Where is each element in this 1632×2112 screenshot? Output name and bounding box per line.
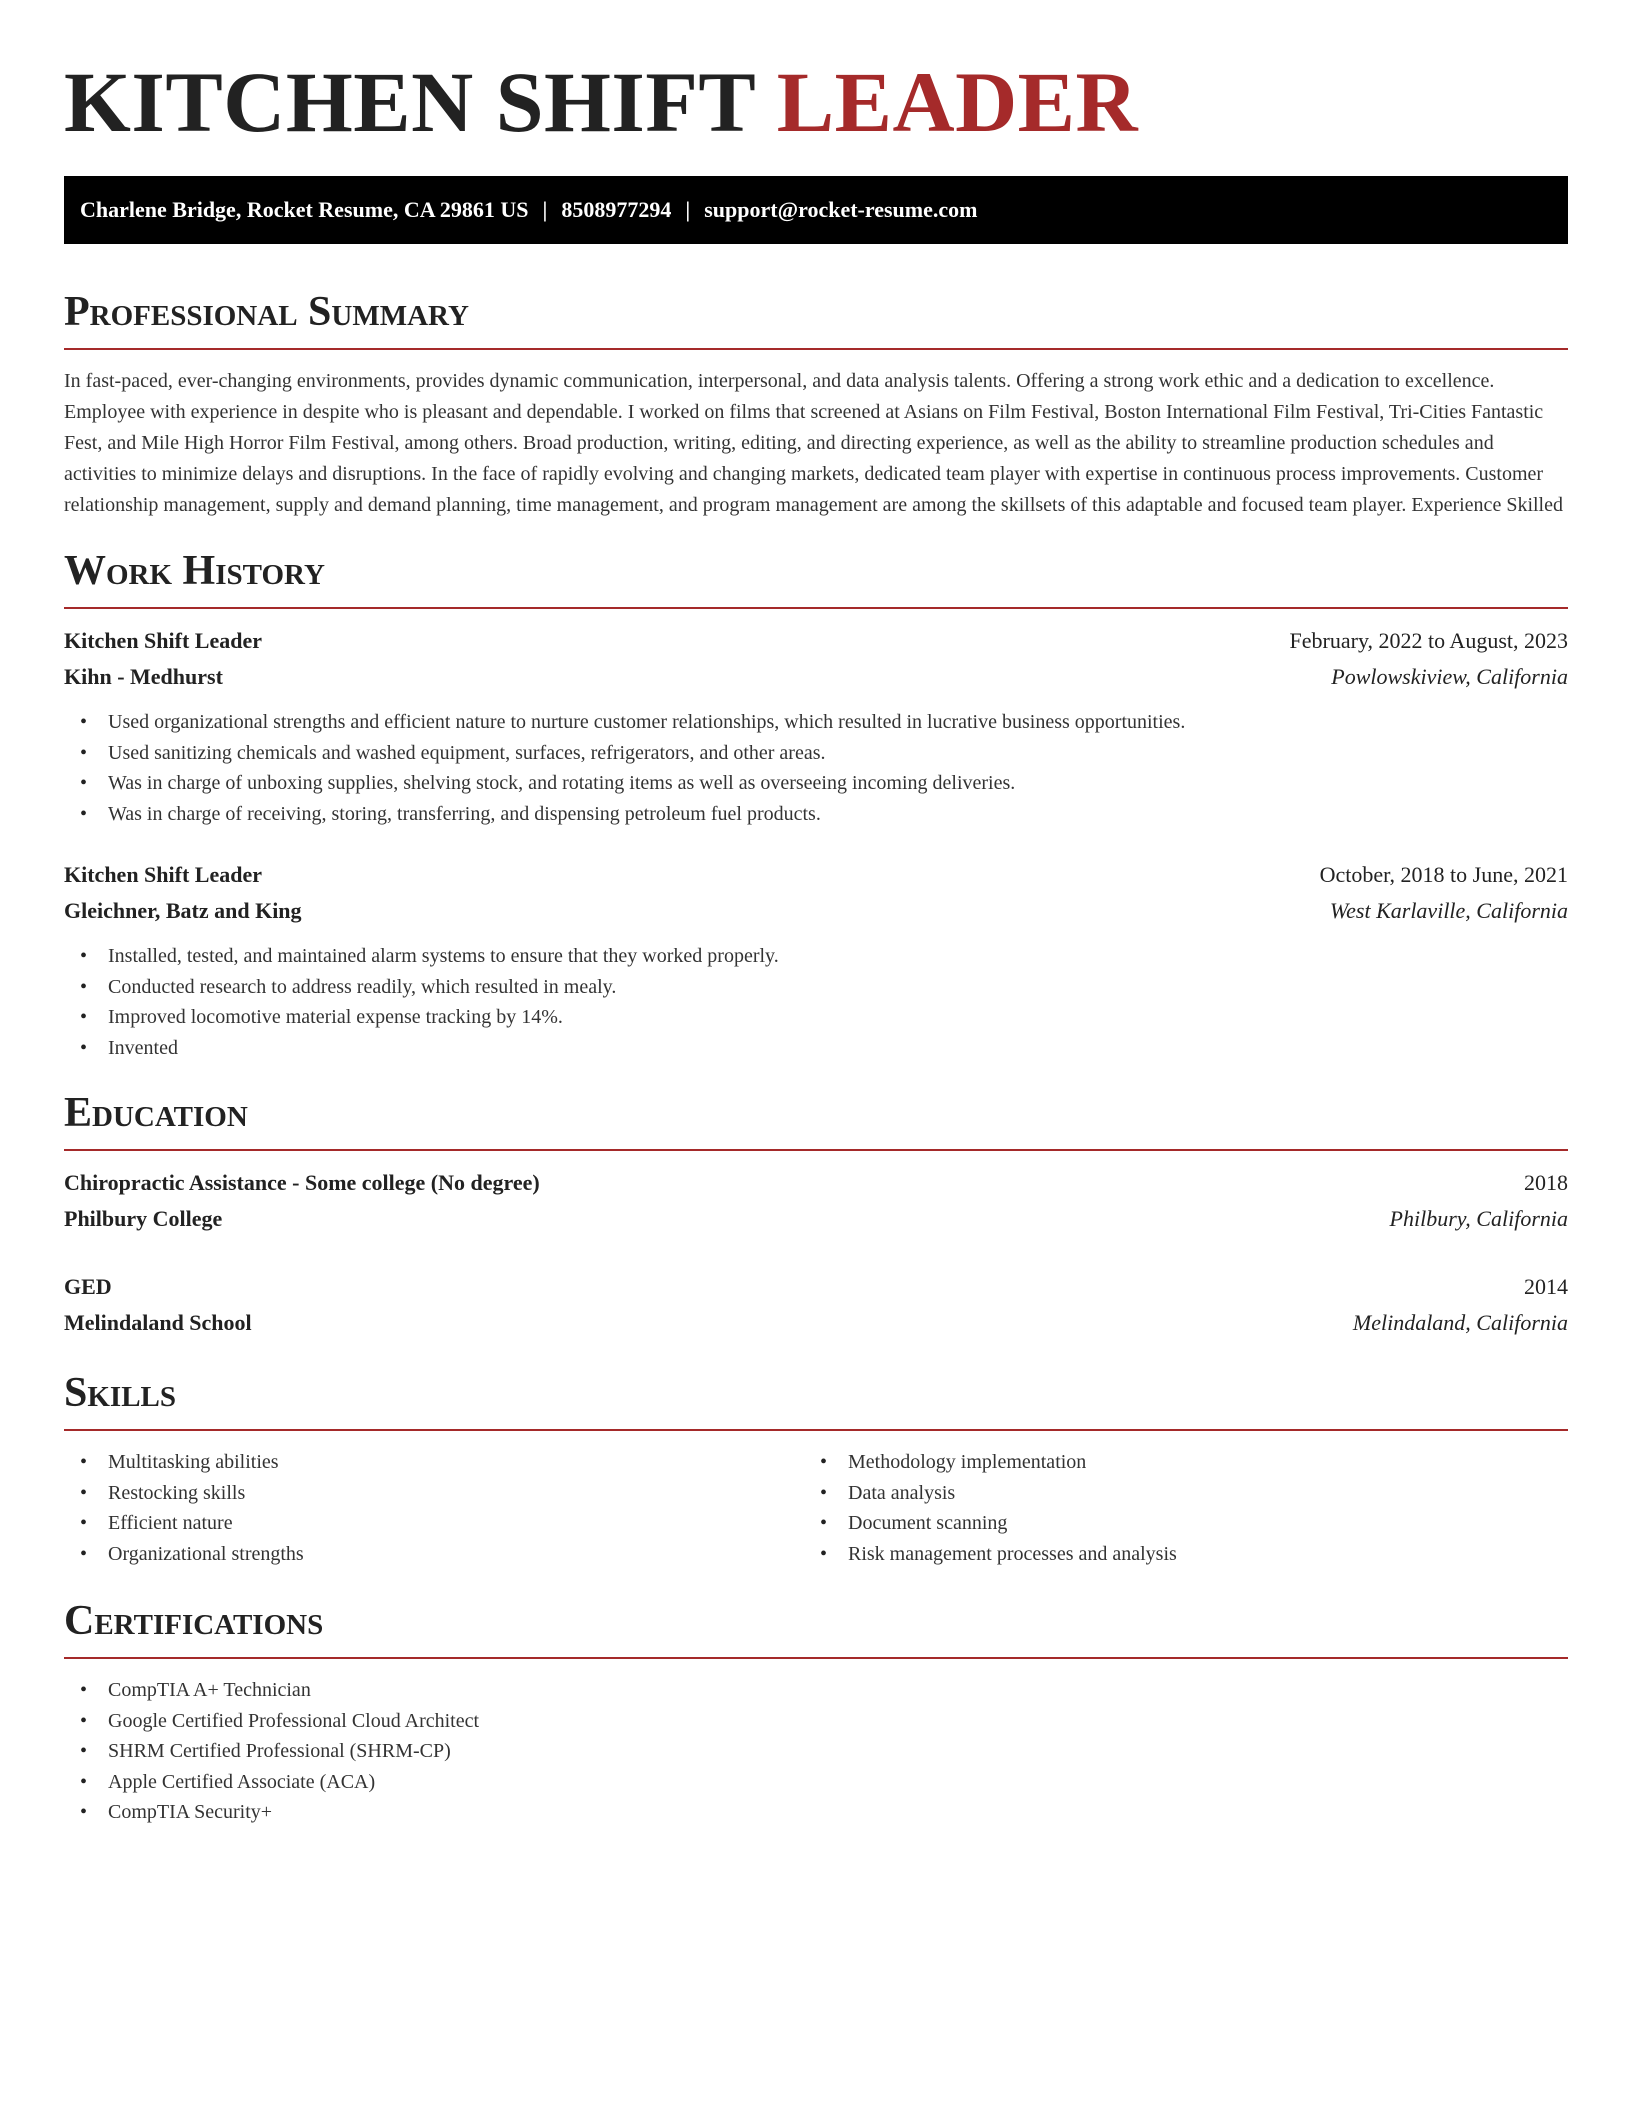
skills-divider [64,1429,1568,1431]
skills-section [64,1369,1568,1569]
list-item: • Installed, tested, and maintained alarm systems to ensure that they worked properly. [64,941,1568,972]
list-item: • Document scanning [804,1508,1544,1539]
education-school: Melindaland School [64,1310,252,1335]
job-entry [64,857,1568,1063]
job-title: Kitchen Shift Leader [64,862,262,887]
education-school-row [64,1201,1568,1237]
list-item: • Data analysis [804,1478,1544,1509]
list-item: • Was in charge of receiving, storing, transferring, and dispensing petroleum fuel products. [64,799,1568,830]
work-history-divider [64,607,1568,609]
contact-bar [64,176,1568,244]
list-item: • Improved locomotive material expense tracking by 14%. [64,1002,1568,1033]
education-degree-row [64,1269,1568,1305]
education-year: 2018 [1524,1170,1568,1195]
list-item: • Restocking skills [64,1478,804,1509]
summary-text: In fast-paced, ever-changing environments, provides dynamic communication, interpersonal, and data analysis talents. Offering a strong work ethic and a dedication to excellence. Employee with experience in despite who is pleasant and dependable. I worked on films that screened at Asians on Film Festival, Boston International Film Festival, Tri-Cities Fantastic Fest, and Mile High Horror Film Festival, among others. Broad production, writing, editing, and directing experience, as well as the ability to streamline production schedules and activities to minimize delays and disruptions. In the face of rapidly evolving and changing markets, dedicated team player with expertise in continuous process improvements. Customer relationship management, supply and demand planning, time management, and program management are among the skillsets of this adaptable and focused team player. Experience Skilled [64,370,1563,516]
job-bullet-list [64,941,1568,1063]
contact-address: Charlene Bridge, Rocket Resume, CA 29861 US [80,197,529,222]
education-school-row [64,1305,1568,1341]
list-item: • Invented [64,1033,1568,1064]
job-company: Kihn - Medhurst [64,664,223,689]
education-year: 2014 [1524,1274,1568,1299]
list-item: • Risk management processes and analysis [804,1539,1544,1570]
education-degree-row [64,1165,1568,1201]
contact-email: support@rocket-resume.com [704,197,978,222]
contact-separator: | [542,197,548,222]
contact-separator: | [685,197,691,222]
education-school: Philbury College [64,1206,223,1231]
education-entry [64,1165,1568,1237]
list-item: • CompTIA A+ Technician [64,1675,1568,1706]
job-header-row [64,623,1568,659]
work-history-heading: Work History [64,548,325,594]
job-company-row [64,893,1568,929]
list-item: • Conducted research to address readily, which resulted in mealy. [64,972,1568,1003]
job-dates: October, 2018 to June, 2021 [1319,862,1568,887]
job-location: West Karlaville, California [1329,898,1568,923]
job-title: Kitchen Shift Leader [64,628,262,653]
job-entry [64,623,1568,829]
education-entry [64,1269,1568,1341]
skills-column-right [804,1447,1544,1569]
skills-grid [64,1447,1568,1569]
list-item: • Used organizational strengths and efficient nature to nurture customer relationships, which resulted in lucrative business opportunities. [64,707,1568,738]
summary-heading: Professional Summary [64,289,469,335]
certifications-heading: Certifications [64,1598,324,1644]
resume-page [64,0,1568,1828]
education-divider [64,1149,1568,1151]
list-item: • Apple Certified Associate (ACA) [64,1767,1568,1798]
list-item: • CompTIA Security+ [64,1797,1568,1828]
list-item: • Organizational strengths [64,1539,804,1570]
education-location: Philbury, California [1389,1206,1568,1231]
job-bullet-list [64,707,1568,829]
contact-phone: 8508977294 [561,197,672,222]
resume-title [64,52,1568,152]
work-history-section [64,547,1568,1063]
list-item: • Was in charge of unboxing supplies, shelving stock, and rotating items as well as overseeing incoming deliveries. [64,768,1568,799]
list-item: • Google Certified Professional Cloud Architect [64,1706,1568,1737]
list-item: • Used sanitizing chemicals and washed equipment, surfaces, refrigerators, and other areas. [64,738,1568,769]
title-main: KITCHEN SHIFT [64,54,755,150]
list-item: • Methodology implementation [804,1447,1544,1478]
summary-divider [64,348,1568,350]
title-accent: LEADER [776,54,1139,150]
job-dates: February, 2022 to August, 2023 [1289,628,1568,653]
summary-section [64,288,1568,521]
education-degree: GED [64,1274,112,1299]
list-item: • Multitasking abilities [64,1447,804,1478]
list-item: • Efficient nature [64,1508,804,1539]
certifications-section [64,1597,1568,1828]
certifications-divider [64,1657,1568,1659]
job-header-row [64,857,1568,893]
education-location: Melindaland, California [1352,1310,1568,1335]
education-section [64,1089,1568,1341]
education-degree: Chiropractic Assistance - Some college (No degree) [64,1170,540,1195]
job-location: Powlowskiview, California [1331,664,1568,689]
job-company-row [64,659,1568,695]
certifications-list [64,1675,1568,1828]
list-item: • SHRM Certified Professional (SHRM-CP) [64,1736,1568,1767]
skills-column-left [64,1447,804,1569]
skills-heading: Skills [64,1370,177,1416]
job-company: Gleichner, Batz and King [64,898,302,923]
education-heading: Education [64,1090,248,1136]
